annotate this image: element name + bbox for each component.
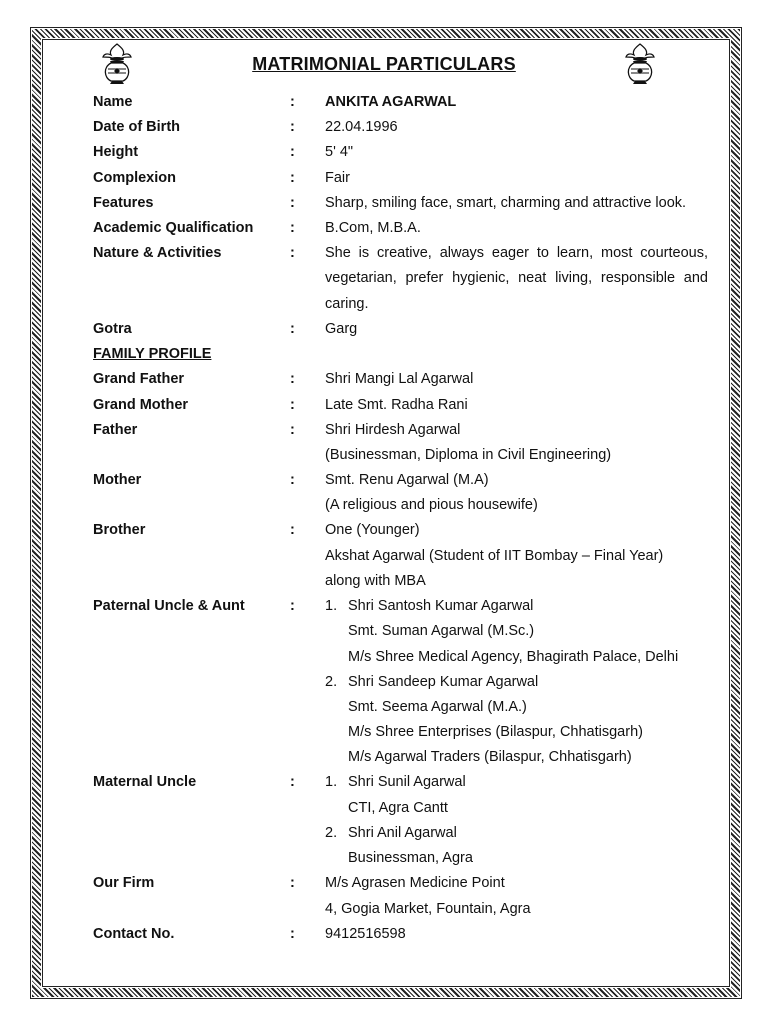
row-complexion bbox=[0, 170, 768, 195]
nature-line-2: vegetarian, prefer hygienic, neat living, responsible and bbox=[325, 270, 708, 286]
paternal-uncle-2: Shri Sandeep Kumar Agarwal bbox=[348, 674, 539, 690]
colon: : bbox=[290, 321, 295, 337]
row-height bbox=[0, 144, 768, 169]
row-brother-detail bbox=[0, 573, 768, 598]
nature-line-1: She is creative, always eager to learn, most courteous, bbox=[325, 245, 708, 261]
row-family-heading bbox=[0, 346, 768, 371]
row-maternal-detail bbox=[0, 825, 768, 850]
nature-line-3: caring. bbox=[325, 296, 369, 312]
colon: : bbox=[290, 245, 295, 261]
row-nature-cont bbox=[0, 296, 768, 321]
paternal-uncle-1: Shri Santosh Kumar Agarwal bbox=[348, 598, 534, 614]
complexion-label: Complexion bbox=[93, 170, 176, 186]
row-paternal-detail bbox=[0, 699, 768, 724]
paternal-business-2a: M/s Shree Enterprises (Bilaspur, Chhatisgarh) bbox=[348, 724, 643, 740]
document-title: MATRIMONIAL PARTICULARS bbox=[252, 54, 516, 74]
paternal-business-1: M/s Shree Medical Agency, Bhagirath Palace, Delhi bbox=[348, 649, 679, 665]
row-paternal-detail bbox=[0, 724, 768, 749]
brother-value: One (Younger) bbox=[325, 522, 420, 538]
colon: : bbox=[290, 397, 295, 413]
features-label: Features bbox=[93, 195, 154, 211]
row-maternal bbox=[0, 774, 768, 799]
row-mother bbox=[0, 472, 768, 497]
colon: : bbox=[290, 522, 295, 538]
name-value: ANKITA AGARWAL bbox=[325, 94, 457, 110]
colon: : bbox=[290, 371, 295, 387]
paternal-aunt-2: Smt. Seema Agarwal (M.A.) bbox=[348, 699, 527, 715]
gotra-label: Gotra bbox=[93, 321, 132, 337]
brother-label: Brother bbox=[93, 522, 146, 538]
row-paternal-detail bbox=[0, 649, 768, 674]
contact-label: Contact No. bbox=[93, 926, 175, 942]
features-value: Sharp, smiling face, smart, charming and attractive look. bbox=[325, 195, 687, 211]
height-value: 5' 4" bbox=[325, 144, 354, 160]
grandmother-value: Late Smt. Radha Rani bbox=[325, 397, 468, 413]
colon: : bbox=[290, 422, 295, 438]
father-label: Father bbox=[93, 422, 138, 438]
row-mother-detail bbox=[0, 497, 768, 522]
paternal-aunt-1: Smt. Suman Agarwal (M.Sc.) bbox=[348, 623, 535, 639]
row-firm-address bbox=[0, 901, 768, 926]
name-label: Name bbox=[93, 94, 133, 110]
mother-label: Mother bbox=[93, 472, 142, 488]
colon: : bbox=[290, 220, 295, 236]
colon: : bbox=[290, 94, 295, 110]
brother-detail-2: along with MBA bbox=[325, 573, 426, 589]
row-grandmother bbox=[0, 397, 768, 422]
row-firm bbox=[0, 875, 768, 900]
firm-value: M/s Agrasen Medicine Point bbox=[325, 875, 505, 891]
nature-label: Nature & Activities bbox=[93, 245, 222, 261]
brother-detail-1: Akshat Agarwal (Student of IIT Bombay – Final Year) bbox=[325, 548, 664, 564]
list-number: 2. bbox=[325, 674, 338, 690]
row-academic bbox=[0, 220, 768, 245]
row-father bbox=[0, 422, 768, 447]
height-label: Height bbox=[93, 144, 139, 160]
list-number: 2. bbox=[325, 825, 338, 841]
dob-label: Date of Birth bbox=[93, 119, 180, 135]
firm-address: 4, Gogia Market, Fountain, Agra bbox=[325, 901, 531, 917]
row-maternal-detail bbox=[0, 800, 768, 825]
mother-value: Smt. Renu Agarwal (M.A) bbox=[325, 472, 489, 488]
paternal-label: Paternal Uncle & Aunt bbox=[93, 598, 245, 614]
grandfather-label: Grand Father bbox=[93, 371, 185, 387]
maternal-label: Maternal Uncle bbox=[93, 774, 197, 790]
maternal-detail-1: CTI, Agra Cantt bbox=[348, 800, 448, 816]
maternal-detail-2: Businessman, Agra bbox=[348, 850, 473, 866]
row-contact bbox=[0, 926, 768, 951]
maternal-uncle-1: Shri Sunil Agarwal bbox=[348, 774, 466, 790]
row-paternal-detail bbox=[0, 674, 768, 699]
paternal-business-2b: M/s Agarwal Traders (Bilaspur, Chhatisgarh) bbox=[348, 749, 632, 765]
father-detail: (Businessman, Diploma in Civil Engineering) bbox=[325, 447, 612, 463]
row-maternal-detail bbox=[0, 850, 768, 875]
row-nature bbox=[0, 245, 768, 270]
row-name bbox=[0, 94, 768, 119]
row-nature-cont bbox=[0, 270, 768, 295]
maternal-uncle-2: Shri Anil Agarwal bbox=[348, 825, 457, 841]
colon: : bbox=[290, 774, 295, 790]
row-paternal-detail bbox=[0, 749, 768, 774]
dob-value: 22.04.1996 bbox=[325, 119, 398, 135]
row-dob bbox=[0, 119, 768, 144]
father-value: Shri Hirdesh Agarwal bbox=[325, 422, 461, 438]
academic-label: Academic Qualification bbox=[93, 220, 254, 236]
row-paternal-detail bbox=[0, 623, 768, 648]
grandmother-label: Grand Mother bbox=[93, 397, 189, 413]
gotra-value: Garg bbox=[325, 321, 358, 337]
colon: : bbox=[290, 119, 295, 135]
firm-label: Our Firm bbox=[93, 875, 155, 891]
contact-value: 9412516598 bbox=[325, 926, 406, 942]
row-brother bbox=[0, 522, 768, 547]
colon: : bbox=[290, 195, 295, 211]
grandfather-value: Shri Mangi Lal Agarwal bbox=[325, 371, 474, 387]
row-brother-detail bbox=[0, 548, 768, 573]
row-paternal bbox=[0, 598, 768, 623]
row-father-detail bbox=[0, 447, 768, 472]
colon: : bbox=[290, 144, 295, 160]
complexion-value: Fair bbox=[325, 170, 350, 186]
list-number: 1. bbox=[325, 774, 338, 790]
colon: : bbox=[290, 170, 295, 186]
list-number: 1. bbox=[325, 598, 338, 614]
colon: : bbox=[290, 926, 295, 942]
row-gotra bbox=[0, 321, 768, 346]
colon: : bbox=[290, 598, 295, 614]
colon: : bbox=[290, 472, 295, 488]
academic-value: B.Com, M.B.A. bbox=[325, 220, 421, 236]
family-profile-heading: FAMILY PROFILE bbox=[93, 346, 212, 362]
mother-detail: (A religious and pious housewife) bbox=[325, 497, 538, 513]
row-grandfather bbox=[0, 371, 768, 396]
colon: : bbox=[290, 875, 295, 891]
row-features bbox=[0, 195, 768, 220]
